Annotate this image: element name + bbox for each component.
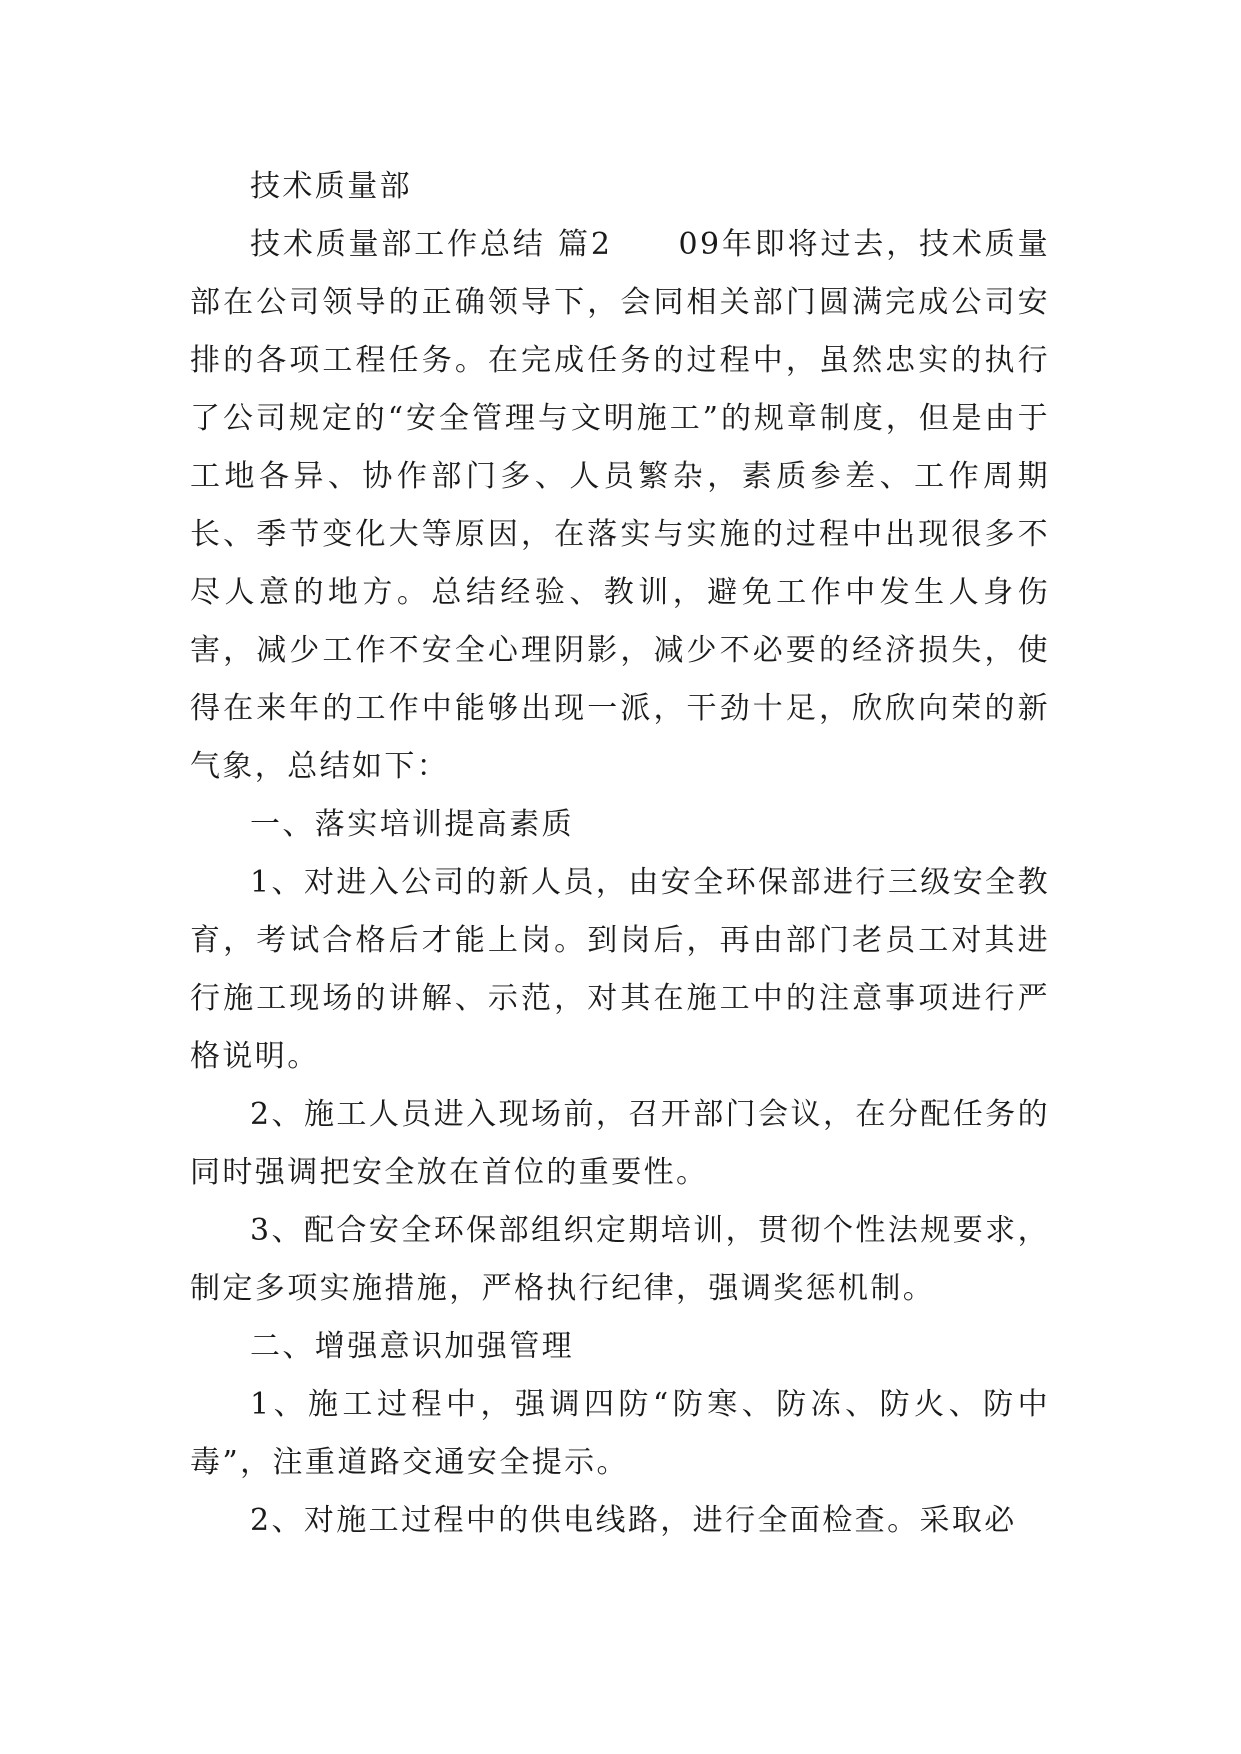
section-1-item-2: 2、施工人员进入现场前，召开部门会议，在分配任务的同时强调把安全放在首位的重要性。 — [190, 1097, 1050, 1190]
section-1-item-1: 1、对进入公司的新人员，由安全环保部进行三级安全教育，考试合格后才能上岗。到岗后，再由部门老员工对其进行施工现场的讲解、示范，对其在施工中的注意事项进行严格说明。 — [190, 865, 1050, 1074]
intro-paragraph: 技术质量部工作总结 篇2 09年即将过去，技术质量部在公司领导的正确领导下，会同相关部门圆满完成公司安排的各项工程任务。在完成任务的过程中，虽然忠实的执行了公司规定的“安全管理与文明施工”的规章制度，但是由于工地各异、协作部门多、人员繁杂，素质参差、工作周期长、季节变化大等原因，在落实与实施的过程中出现很多不尽人意的地方。总结经验、教训，避免工作中发生人身伤害，减少工作不安全心理阴影，减少不必要的经济损失，使得在来年的工作中能够出现一派，干劲十足，欣欣向荣的新气象，总结如下： — [190, 227, 1050, 784]
document-body — [190, 158, 1050, 1550]
section-2-item-2: 2、对施工过程中的供电线路，进行全面检查。采取必 — [250, 1503, 1017, 1538]
section-1-item-3: 3、配合安全环保部组织定期培训，贯彻个性法规要求，制定多项实施措施，严格执行纪律，强调奖惩机制。 — [190, 1213, 1050, 1306]
section-heading-1: 一、落实培训提高素质 — [250, 807, 574, 842]
department-title: 技术质量部 — [250, 169, 412, 204]
section-heading-2: 二、增强意识加强管理 — [250, 1329, 574, 1364]
section-2-item-1: 1、施工过程中，强调四防“防寒、防冻、防火、防中毒”，注重道路交通安全提示。 — [190, 1387, 1050, 1480]
